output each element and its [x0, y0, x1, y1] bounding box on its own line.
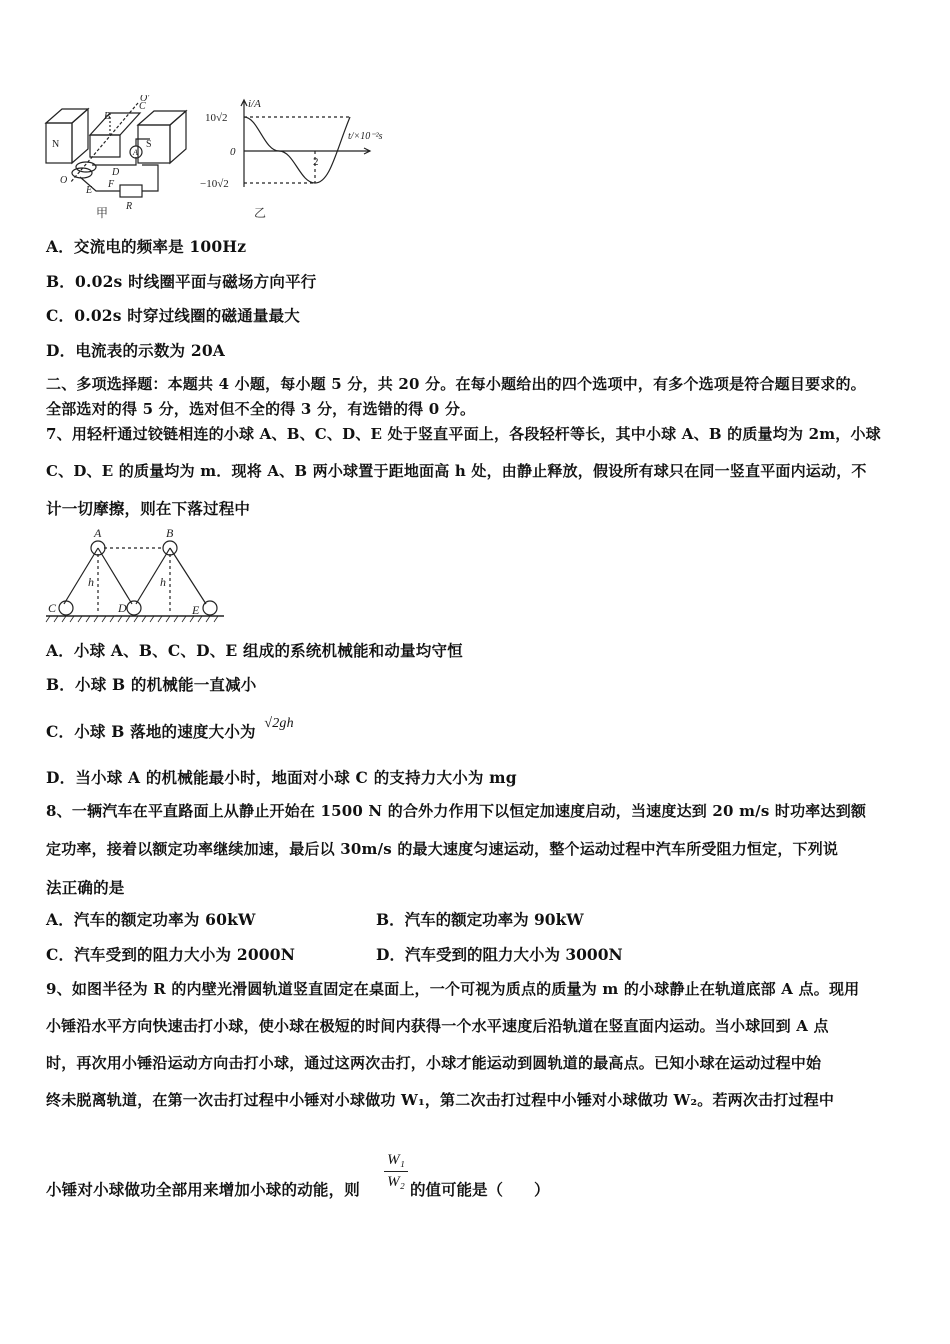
q9-stem-line2: 小锤沿水平方向快速击打小球，使小球在极短的时间内获得一个水平速度后沿轨道在竖直面内运动。当小球回到 A 点: [46, 1017, 829, 1035]
ball-d: [127, 601, 141, 615]
q6-option-c: C．0.02s 时穿过线圈的磁通量最大: [46, 306, 301, 325]
q8-stem-line2: 定功率，接着以额定功率继续加速，最后以 30m/s 的最大速度匀速运动，整个运动过程中汽车所受阻力恒定，下列说: [46, 840, 839, 858]
graph-ytick-bottom: −10√2: [200, 178, 229, 190]
q9-stem-line4: 终未脱离轨道，在第一次击打过程中小锤对小球做功 W₁，第二次击打过程中小锤对小球做功 W₂。若两次击打过程中: [46, 1091, 835, 1109]
q9-stem-line5-pre: 小锤对小球做功全部用来增加小球的动能，则: [46, 1180, 361, 1199]
graph-ytick-zero: 0: [230, 146, 236, 158]
q6-option-b: B．0.02s 时线圈平面与磁场方向平行: [46, 272, 317, 291]
q7-option-c-text: C．小球 B 落地的速度大小为: [46, 722, 256, 741]
graph-xtick-2: 2: [313, 156, 319, 168]
q6-option-d: D．电流表的示数为 20A: [46, 341, 226, 360]
label-a: A: [94, 526, 102, 540]
w1-over-w2-fraction: [384, 1152, 408, 1191]
q8-stem-line3: 法正确的是: [46, 878, 125, 897]
fraction-numerator: W₁: [387, 1152, 405, 1168]
hinged-rods-figure: [44, 524, 234, 624]
q7-option-a: A．小球 A、B、C、D、E 组成的系统机械能和动量均守恒: [46, 641, 463, 660]
figure-jia-label: 甲: [96, 206, 109, 220]
fraction-denominator: W₂: [387, 1174, 405, 1190]
q7-stem-line1: 7、用轻杆通过铰链相连的小球 A、B、C、D、E 处于竖直平面上，各段轻杆等长，其中小球 A、B 的质量均为 2m，小球: [46, 425, 881, 443]
ball-e: [203, 601, 217, 615]
q8-option-d: D．汽车受到的阻力大小为 3000N: [376, 945, 623, 964]
label-e: E: [192, 603, 200, 617]
q9-stem-line1: 9、如图半径为 R 的内壁光滑圆轨道竖直固定在桌面上，一个可视为质点的质量为 m 的小球静止在轨道底部 A 点。现用: [46, 980, 860, 998]
label-c: C: [48, 601, 57, 615]
q9-stem-line5-post: 的值可能是（ ）: [410, 1180, 550, 1199]
label-b: B: [166, 526, 174, 540]
q6-option-a: A．交流电的频率是 100Hz: [46, 237, 247, 256]
ball-c: [59, 601, 73, 615]
figure-yi-label: 乙: [254, 206, 267, 220]
point-d-label: D: [112, 167, 120, 178]
q8-option-a: A．汽车的额定功率为 60kW: [46, 910, 256, 929]
graph-ytick-top: 10√2: [205, 112, 228, 124]
sqrt-2gh-formula: √2gh: [264, 716, 294, 731]
q7-option-d: D．当小球 A 的机械能最小时，地面对小球 C 的支持力大小为 mg: [46, 768, 517, 787]
q8-stem-line1: 8、一辆汽车在平直路面上从静止开始在 1500 N 的合外力作用下以恒定加速度启动，当速度达到 20 m/s 时功率达到额: [46, 802, 867, 820]
q8-option-b: B．汽车的额定功率为 90kW: [376, 910, 584, 929]
q9-stem-line3: 时，再次用小锤沿运动方向击打小球，通过这两次击打，小球才能运动到圆轨道的最高点。已知小球在运动过程中始: [46, 1054, 822, 1072]
magnet-s-label: S: [146, 139, 152, 150]
resistor-r-label: R: [126, 201, 133, 212]
label-h-right: h: [160, 575, 166, 589]
magnet-n-label: N: [52, 139, 60, 150]
axis-o-label: O: [60, 175, 68, 186]
section2-instructions-line2: 全部选对的得 5 分，选对但不全的得 3 分，有选错的得 0 分。: [46, 400, 476, 418]
point-c-label: C: [139, 101, 146, 112]
label-d: D: [118, 601, 127, 615]
axis-o-prime-label: O': [140, 95, 150, 104]
q8-option-c: C．汽车受到的阻力大小为 2000N: [46, 945, 296, 964]
fraction-bar: [384, 1171, 408, 1172]
q7-option-c: [46, 716, 294, 742]
point-b-label: B: [104, 111, 111, 122]
generator-apparatus-figure: [40, 95, 200, 220]
q7-stem-line3: 计一切摩擦，则在下落过程中: [46, 499, 251, 518]
current-time-graph: [200, 95, 400, 220]
point-e-label: E: [86, 185, 93, 196]
graph-x-label: t/×10⁻²s: [348, 131, 383, 142]
q7-stem-line2: C、D、E 的质量均为 m．现将 A、B 两小球置于距地面高 h 处，由静止释放，假设所有球只在同一竖直平面内运动，不: [46, 462, 867, 480]
current-sine-curve: [244, 117, 350, 183]
q7-option-b: B．小球 B 的机械能一直减小: [46, 675, 257, 694]
ammeter-a-label: A: [133, 148, 138, 157]
label-h-left: h: [88, 575, 94, 589]
point-f-label: F: [108, 179, 115, 190]
section2-instructions-line1: 二、多项选择题：本题共 4 小题，每小题 5 分，共 20 分。在每小题给出的四个选项中，有多个选项是符合题目要求的。: [46, 375, 866, 393]
graph-y-label: i/A: [248, 98, 261, 110]
